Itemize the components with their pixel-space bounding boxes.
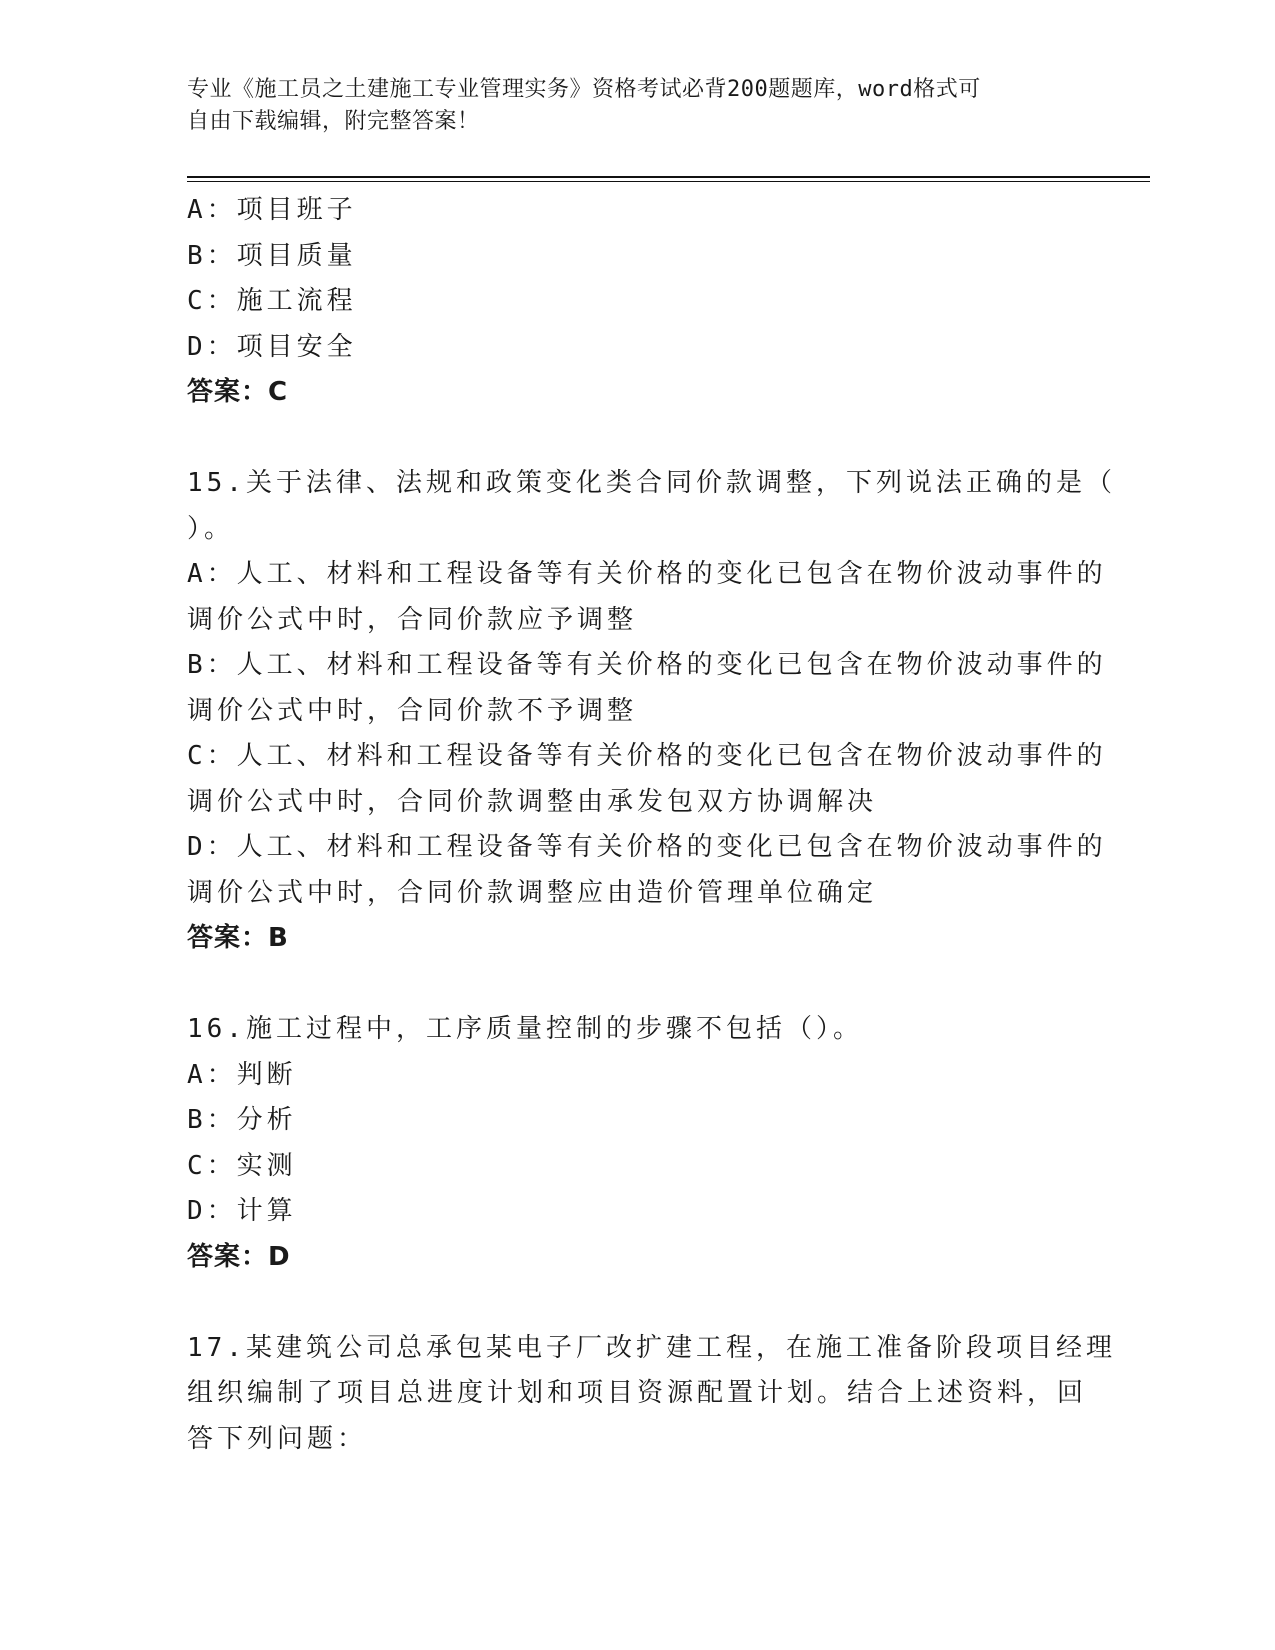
option-c: C：人工、材料和工程设备等有关价格的变化已包含在物价波动事件的 xyxy=(187,741,1107,771)
option-d: D：计算 xyxy=(187,1196,297,1226)
option-c: C：实测 xyxy=(187,1150,297,1181)
spacer xyxy=(187,1280,1067,1326)
question-17 xyxy=(187,1326,1116,1463)
header-rule-thin xyxy=(187,181,1150,182)
option-a-cont: 调价公式中时，合同价款应予调整 xyxy=(187,604,638,635)
header-title-line-1: 专业《施工员之土建施工专业管理实务》资格考试必背200题题库，word格式可 xyxy=(187,77,981,102)
question-16 xyxy=(187,1007,1067,1280)
question-14 xyxy=(187,188,1067,416)
spacer xyxy=(187,962,1067,1008)
question-stem-cont: ）。 xyxy=(187,513,235,544)
header-title-line-2: 自由下载编辑，附完整答案！ xyxy=(187,109,480,134)
question-stem: 16.施工过程中，工序质量控制的步骤不包括（）。 xyxy=(187,1014,863,1044)
option-d-cont: 调价公式中时，合同价款调整应由造价管理单位确定 xyxy=(187,877,878,908)
question-stem-cont: 组织编制了项目总进度计划和项目资源配置计划。结合上述资料，回 xyxy=(187,1378,1088,1408)
question-stem-cont: 答下列问题： xyxy=(187,1423,368,1454)
document-header xyxy=(187,74,1067,138)
question-content xyxy=(187,188,1116,1462)
option-a: A：人工、材料和工程设备等有关价格的变化已包含在物价波动事件的 xyxy=(187,559,1107,589)
option-a: A：项目班子 xyxy=(187,195,357,225)
question-stem: 15.关于法律、法规和政策变化类合同价款调整，下列说法正确的是（ xyxy=(187,468,1116,498)
option-a: A：判断 xyxy=(187,1059,297,1090)
option-b: B：项目质量 xyxy=(187,240,357,271)
option-b-cont: 调价公式中时，合同价款不予调整 xyxy=(187,695,638,726)
option-c-cont: 调价公式中时，合同价款调整由承发包双方协调解决 xyxy=(187,786,878,817)
option-b: B：人工、材料和工程设备等有关价格的变化已包含在物价波动事件的 xyxy=(187,650,1107,680)
option-c: C：施工流程 xyxy=(187,286,357,316)
question-15 xyxy=(187,461,1116,962)
answer: 答案：B xyxy=(187,923,289,953)
option-d: D：人工、材料和工程设备等有关价格的变化已包含在物价波动事件的 xyxy=(187,832,1107,862)
answer: 答案：C xyxy=(187,377,289,407)
answer: 答案：D xyxy=(187,1241,291,1272)
option-b: B：分析 xyxy=(187,1105,297,1135)
option-d: D：项目安全 xyxy=(187,331,357,362)
question-stem: 17.某建筑公司总承包某电子厂改扩建工程，在施工准备阶段项目经理 xyxy=(187,1332,1116,1363)
spacer xyxy=(187,416,1067,462)
header-rule-thick xyxy=(187,176,1150,178)
